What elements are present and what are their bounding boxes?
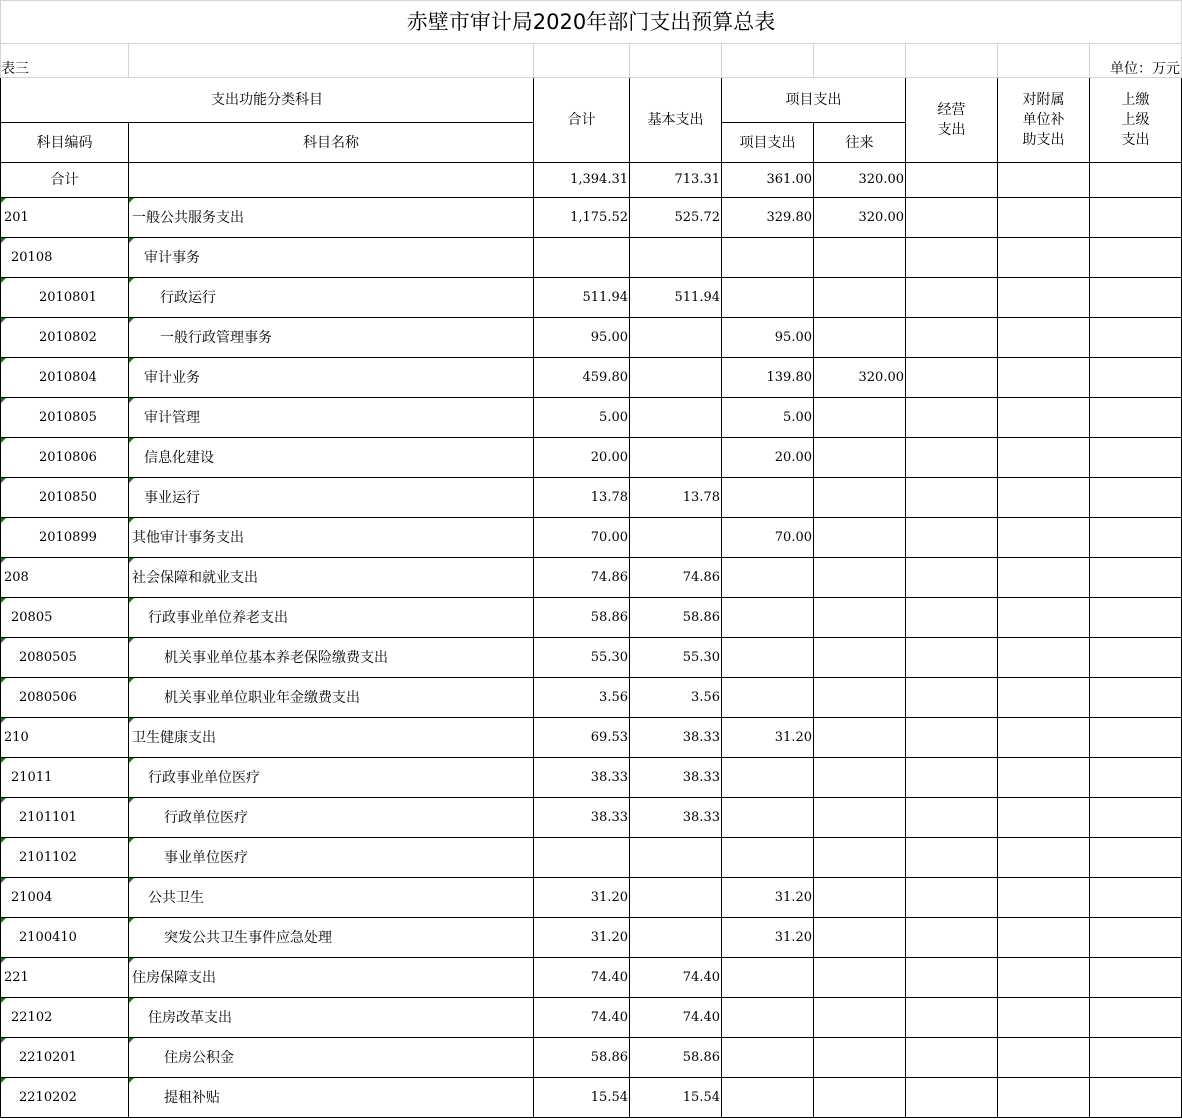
- table-row: [1, 358, 1182, 398]
- table-row: [1, 998, 1182, 1038]
- cell-subsidiary: [998, 598, 1090, 638]
- cell-project: 5.00: [722, 398, 814, 438]
- cell-subsidiary: [998, 318, 1090, 358]
- cell-total: 38.33: [534, 758, 630, 798]
- table-row: [1, 918, 1182, 958]
- cell-total: 74.86: [534, 558, 630, 598]
- cell-subsidiary: [998, 878, 1090, 918]
- cell-basic: 58.86: [630, 598, 722, 638]
- cell-business: [906, 638, 998, 678]
- cell-code: 201: [1, 198, 129, 238]
- cell-code: 20108: [1, 238, 129, 278]
- cell-subsidiary: [998, 518, 1090, 558]
- cell-total: 31.20: [534, 918, 630, 958]
- cell-subsidiary: [998, 838, 1090, 878]
- cell-business: [906, 518, 998, 558]
- cell-transfer: [814, 998, 906, 1038]
- cell-basic: 13.78: [630, 478, 722, 518]
- cell-subsidiary: [998, 163, 1090, 198]
- cell-basic: 511.94: [630, 278, 722, 318]
- cell-transfer: 320.00: [814, 163, 906, 198]
- cell-business: [906, 838, 998, 878]
- cell-business: [906, 478, 998, 518]
- cell-transfer: [814, 518, 906, 558]
- cell-transfer: 320.00: [814, 358, 906, 398]
- cell-total: 38.33: [534, 798, 630, 838]
- header-subsidiary: 对附属单位补助支出: [998, 78, 1090, 163]
- cell-subsidiary: [998, 558, 1090, 598]
- cell-transfer: [814, 918, 906, 958]
- cell-remit: [1090, 163, 1182, 198]
- cell-total: 13.78: [534, 478, 630, 518]
- cell-code: 20805: [1, 598, 129, 638]
- cell-business: [906, 238, 998, 278]
- cell-project: 31.20: [722, 878, 814, 918]
- cell-project: [722, 838, 814, 878]
- cell-transfer: [814, 678, 906, 718]
- cell-project: 361.00: [722, 163, 814, 198]
- cell-project: [722, 558, 814, 598]
- cell-subsidiary: [998, 438, 1090, 478]
- cell-remit: [1090, 358, 1182, 398]
- cell-remit: [1090, 198, 1182, 238]
- cell-basic: 74.40: [630, 998, 722, 1038]
- header-name: 科目名称: [129, 123, 534, 163]
- cell-name: 审计管理: [129, 398, 534, 438]
- cell-code: 21004: [1, 878, 129, 918]
- cell-basic: 38.33: [630, 798, 722, 838]
- header-code: 科目编码: [1, 123, 129, 163]
- cell-basic: [630, 918, 722, 958]
- cell-code: 2010801: [1, 278, 129, 318]
- cell-code: 2010805: [1, 398, 129, 438]
- cell-transfer: [814, 398, 906, 438]
- cell-remit: [1090, 958, 1182, 998]
- cell-code: 2010850: [1, 478, 129, 518]
- cell-name: 审计事务: [129, 238, 534, 278]
- cell-project: [722, 1038, 814, 1078]
- table-row: [1, 958, 1182, 998]
- cell-code: 2010802: [1, 318, 129, 358]
- cell-remit: [1090, 918, 1182, 958]
- cell-code: 208: [1, 558, 129, 598]
- table-row: [1, 278, 1182, 318]
- cell-name: 一般行政管理事务: [129, 318, 534, 358]
- cell-remit: [1090, 718, 1182, 758]
- cell-subsidiary: [998, 1038, 1090, 1078]
- cell-remit: [1090, 438, 1182, 478]
- table-row: [1, 838, 1182, 878]
- cell-name: 机关事业单位基本养老保险缴费支出: [129, 638, 534, 678]
- cell-code: 2210201: [1, 1038, 129, 1078]
- table-row: [1, 598, 1182, 638]
- cell-transfer: [814, 1078, 906, 1118]
- cell-total: 70.00: [534, 518, 630, 558]
- cell-name: 行政单位医疗: [129, 798, 534, 838]
- table-row: [1, 1038, 1182, 1078]
- cell-name: 行政运行: [129, 278, 534, 318]
- cell-basic: [630, 238, 722, 278]
- cell-subsidiary: [998, 718, 1090, 758]
- cell-transfer: [814, 638, 906, 678]
- cell-transfer: [814, 558, 906, 598]
- cell-total: 69.53: [534, 718, 630, 758]
- cell-transfer: [814, 838, 906, 878]
- table-row: [1, 718, 1182, 758]
- cell-name: 住房保障支出: [129, 958, 534, 998]
- table-row: [1, 558, 1182, 598]
- cell-code: 2080506: [1, 678, 129, 718]
- cell-transfer: [814, 958, 906, 998]
- cell-code: 22102: [1, 998, 129, 1038]
- cell-total: 74.40: [534, 958, 630, 998]
- cell-basic: [630, 518, 722, 558]
- cell-name: 行政事业单位养老支出: [129, 598, 534, 638]
- table-row: [1, 878, 1182, 918]
- cell-total: 58.86: [534, 598, 630, 638]
- table-row: [1, 798, 1182, 838]
- cell-transfer: [814, 878, 906, 918]
- cell-remit: [1090, 278, 1182, 318]
- cell-total: 31.20: [534, 878, 630, 918]
- cell-transfer: [814, 1038, 906, 1078]
- cell-subsidiary: [998, 1078, 1090, 1118]
- cell-code: 2210202: [1, 1078, 129, 1118]
- cell-basic: [630, 878, 722, 918]
- cell-basic: [630, 398, 722, 438]
- cell-remit: [1090, 478, 1182, 518]
- cell-remit: [1090, 1038, 1182, 1078]
- cell-remit: [1090, 558, 1182, 598]
- cell-transfer: [814, 598, 906, 638]
- cell-basic: 74.40: [630, 958, 722, 998]
- header-business: 经营支出: [906, 78, 998, 163]
- cell-subsidiary: [998, 998, 1090, 1038]
- cell-code: 2101101: [1, 798, 129, 838]
- table-number: 表三: [1, 44, 129, 78]
- cell-transfer: [814, 238, 906, 278]
- cell-total: [534, 838, 630, 878]
- cell-remit: [1090, 678, 1182, 718]
- cell-total: 459.80: [534, 358, 630, 398]
- cell-remit: [1090, 318, 1182, 358]
- cell-transfer: [814, 278, 906, 318]
- cell-total: 20.00: [534, 438, 630, 478]
- cell-business: [906, 798, 998, 838]
- cell-subsidiary: [998, 758, 1090, 798]
- cell-business: [906, 558, 998, 598]
- cell-business: [906, 163, 998, 198]
- cell-subsidiary: [998, 918, 1090, 958]
- cell-remit: [1090, 1078, 1182, 1118]
- cell-business: [906, 758, 998, 798]
- table-row: [1, 318, 1182, 358]
- cell-code: 21011: [1, 758, 129, 798]
- cell-transfer: [814, 478, 906, 518]
- cell-project: 139.80: [722, 358, 814, 398]
- cell-project: [722, 598, 814, 638]
- cell-transfer: [814, 758, 906, 798]
- cell-total: 5.00: [534, 398, 630, 438]
- cell-project: 31.20: [722, 718, 814, 758]
- cell-name: 审计业务: [129, 358, 534, 398]
- cell-remit: [1090, 878, 1182, 918]
- cell-subsidiary: [998, 238, 1090, 278]
- cell-transfer: [814, 798, 906, 838]
- cell-business: [906, 1038, 998, 1078]
- cell-basic: [630, 358, 722, 398]
- header-func-class: 支出功能分类科目: [1, 78, 534, 123]
- cell-business: [906, 398, 998, 438]
- cell-business: [906, 878, 998, 918]
- table-row: [1, 758, 1182, 798]
- header-transfer: 往来: [814, 123, 906, 163]
- table-row: [1, 1078, 1182, 1118]
- table-row: [1, 478, 1182, 518]
- cell-transfer: 320.00: [814, 198, 906, 238]
- header-basic: 基本支出: [630, 78, 722, 163]
- cell-basic: 38.33: [630, 718, 722, 758]
- header-total: 合计: [534, 78, 630, 163]
- cell-business: [906, 718, 998, 758]
- cell-subsidiary: [998, 638, 1090, 678]
- cell-transfer: [814, 718, 906, 758]
- cell-total: 3.56: [534, 678, 630, 718]
- cell-project: [722, 478, 814, 518]
- cell-project: [722, 678, 814, 718]
- cell-remit: [1090, 398, 1182, 438]
- cell-subsidiary: [998, 398, 1090, 438]
- cell-business: [906, 278, 998, 318]
- cell-subsidiary: [998, 678, 1090, 718]
- cell-name: 卫生健康支出: [129, 718, 534, 758]
- cell-project: [722, 758, 814, 798]
- cell-project: [722, 238, 814, 278]
- cell-total: 511.94: [534, 278, 630, 318]
- cell-total: 1,394.31: [534, 163, 630, 198]
- cell-business: [906, 678, 998, 718]
- cell-project: [722, 1078, 814, 1118]
- cell-subsidiary: [998, 478, 1090, 518]
- cell-project: 20.00: [722, 438, 814, 478]
- cell-project: [722, 278, 814, 318]
- cell-project: [722, 998, 814, 1038]
- cell-basic: 3.56: [630, 678, 722, 718]
- cell-project: [722, 638, 814, 678]
- cell-name: 住房公积金: [129, 1038, 534, 1078]
- cell-code: 合计: [1, 163, 129, 198]
- cell-total: 95.00: [534, 318, 630, 358]
- header-project-group: 项目支出: [722, 78, 906, 123]
- cell-name: 机关事业单位职业年金缴费支出: [129, 678, 534, 718]
- cell-basic: 15.54: [630, 1078, 722, 1118]
- table-row: [1, 438, 1182, 478]
- cell-name: 行政事业单位医疗: [129, 758, 534, 798]
- cell-remit: [1090, 998, 1182, 1038]
- cell-business: [906, 998, 998, 1038]
- cell-business: [906, 918, 998, 958]
- cell-code: 2010899: [1, 518, 129, 558]
- cell-basic: [630, 318, 722, 358]
- cell-business: [906, 198, 998, 238]
- cell-business: [906, 438, 998, 478]
- cell-remit: [1090, 798, 1182, 838]
- table-row: [1, 163, 1182, 198]
- cell-name: 事业运行: [129, 478, 534, 518]
- cell-basic: [630, 838, 722, 878]
- cell-project: 70.00: [722, 518, 814, 558]
- cell-remit: [1090, 518, 1182, 558]
- table-row: [1, 238, 1182, 278]
- cell-business: [906, 1078, 998, 1118]
- cell-total: 1,175.52: [534, 198, 630, 238]
- header-project: 项目支出: [722, 123, 814, 163]
- cell-basic: 58.86: [630, 1038, 722, 1078]
- cell-basic: 38.33: [630, 758, 722, 798]
- table-row: [1, 518, 1182, 558]
- table-row: [1, 638, 1182, 678]
- table-row: [1, 398, 1182, 438]
- unit-label: 单位：万元: [1090, 44, 1182, 78]
- cell-project: 95.00: [722, 318, 814, 358]
- cell-code: 2010806: [1, 438, 129, 478]
- table-row: [1, 678, 1182, 718]
- cell-code: 210: [1, 718, 129, 758]
- cell-remit: [1090, 838, 1182, 878]
- header-remit: 上缴上级支出: [1090, 78, 1182, 163]
- cell-subsidiary: [998, 198, 1090, 238]
- cell-subsidiary: [998, 358, 1090, 398]
- cell-remit: [1090, 238, 1182, 278]
- cell-remit: [1090, 598, 1182, 638]
- cell-name: 事业单位医疗: [129, 838, 534, 878]
- cell-project: 31.20: [722, 918, 814, 958]
- table-row: [1, 198, 1182, 238]
- cell-business: [906, 958, 998, 998]
- cell-name: 公共卫生: [129, 878, 534, 918]
- cell-project: [722, 958, 814, 998]
- cell-project: 329.80: [722, 198, 814, 238]
- cell-total: [534, 238, 630, 278]
- cell-name: 提租补贴: [129, 1078, 534, 1118]
- cell-basic: 713.31: [630, 163, 722, 198]
- cell-name: 其他审计事务支出: [129, 518, 534, 558]
- cell-code: 2100410: [1, 918, 129, 958]
- cell-total: 74.40: [534, 998, 630, 1038]
- cell-basic: 525.72: [630, 198, 722, 238]
- cell-project: [722, 798, 814, 838]
- cell-business: [906, 598, 998, 638]
- cell-subsidiary: [998, 278, 1090, 318]
- cell-name: 一般公共服务支出: [129, 198, 534, 238]
- cell-subsidiary: [998, 958, 1090, 998]
- cell-name: 住房改革支出: [129, 998, 534, 1038]
- cell-code: 2080505: [1, 638, 129, 678]
- cell-transfer: [814, 318, 906, 358]
- cell-name: 信息化建设: [129, 438, 534, 478]
- cell-business: [906, 358, 998, 398]
- cell-basic: 55.30: [630, 638, 722, 678]
- cell-name: [129, 163, 534, 198]
- cell-transfer: [814, 438, 906, 478]
- cell-basic: [630, 438, 722, 478]
- cell-remit: [1090, 758, 1182, 798]
- cell-business: [906, 318, 998, 358]
- cell-total: 55.30: [534, 638, 630, 678]
- cell-code: 2010804: [1, 358, 129, 398]
- cell-basic: 74.86: [630, 558, 722, 598]
- cell-subsidiary: [998, 798, 1090, 838]
- cell-total: 15.54: [534, 1078, 630, 1118]
- cell-code: 221: [1, 958, 129, 998]
- page-title: 赤壁市审计局2020年部门支出预算总表: [1, 1, 1182, 44]
- cell-remit: [1090, 638, 1182, 678]
- cell-code: 2101102: [1, 838, 129, 878]
- cell-name: 突发公共卫生事件应急处理: [129, 918, 534, 958]
- cell-name: 社会保障和就业支出: [129, 558, 534, 598]
- cell-total: 58.86: [534, 1038, 630, 1078]
